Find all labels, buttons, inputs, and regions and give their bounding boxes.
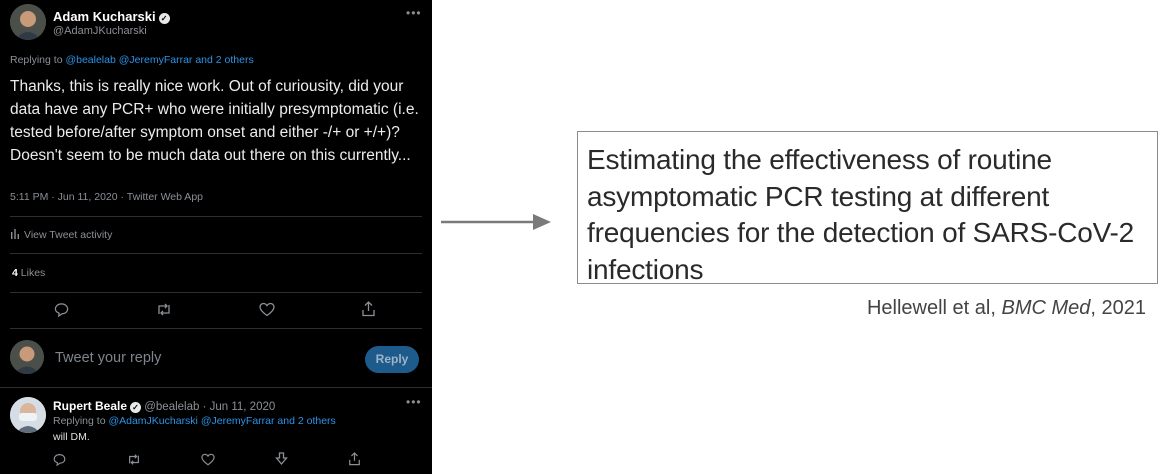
likes-count[interactable]: 4 Likes	[12, 267, 46, 279]
reply-input[interactable]: Tweet your reply	[55, 350, 162, 366]
share-icon[interactable]	[348, 452, 361, 466]
reply-text: will DM.	[53, 431, 90, 443]
reply-author[interactable]: Rupert Beale ✓ @bealelab · Jun 11, 2020	[53, 399, 276, 413]
heart-icon[interactable]	[259, 302, 275, 317]
author-name[interactable]: Adam Kucharski ✓	[53, 9, 170, 24]
author-avatar[interactable]	[10, 4, 46, 40]
share-icon[interactable]	[361, 301, 376, 317]
others-link[interactable]: and 2 others	[195, 54, 254, 66]
bar-chart-icon	[10, 229, 20, 239]
retweet-icon[interactable]	[127, 453, 141, 466]
reply-author-avatar[interactable]	[10, 397, 46, 433]
view-activity-link[interactable]: View Tweet activity	[10, 229, 112, 241]
divider	[10, 292, 422, 293]
comment-icon[interactable]	[53, 453, 66, 466]
author-handle[interactable]: @AdamJKucharski	[53, 25, 147, 37]
tweet-meta[interactable]: 5:11 PM · Jun 11, 2020 · Twitter Web App	[10, 191, 203, 203]
retweet-icon[interactable]	[156, 302, 172, 317]
download-icon[interactable]	[275, 452, 288, 466]
mention-link[interactable]: @bealelab	[65, 54, 116, 66]
tweet-text: Thanks, this is really nice work. Out of curiousity, did your data have any PCR+ who were initially presymptomatic (i.e. tested before/after symptom onset and either -/+ or +/+)? Doesn't seem to be much data out there on this currently...	[10, 78, 419, 164]
verified-badge-icon: ✓	[130, 402, 141, 413]
divider	[10, 216, 422, 217]
comment-icon[interactable]	[54, 302, 69, 317]
replying-to: Replying to @bealelab @JeremyFarrar and 2 others	[10, 54, 254, 66]
more-horizontal-icon[interactable]: •••	[406, 6, 422, 20]
divider	[0, 387, 432, 388]
mention-link[interactable]: @JeremyFarrar	[200, 415, 275, 427]
others-link[interactable]: and 2 others	[277, 415, 336, 427]
mention-link[interactable]: @AdamJKucharski	[108, 415, 198, 427]
paper-title: Estimating the effectiveness of routine asymptomatic PCR testing at different frequencies for the detection of SARS-CoV-2 infections	[587, 144, 1135, 285]
mention-link[interactable]: @JeremyFarrar	[118, 54, 193, 66]
more-horizontal-icon[interactable]: •••	[406, 395, 422, 409]
heart-icon[interactable]	[201, 453, 215, 466]
arrow-right-icon	[441, 212, 553, 232]
divider	[10, 253, 422, 254]
divider	[10, 328, 422, 329]
user-avatar	[10, 340, 44, 374]
reply-button[interactable]: Reply	[365, 346, 419, 373]
verified-badge-icon: ✓	[159, 13, 170, 24]
tweet-panel	[0, 0, 432, 474]
replying-to: Replying to @AdamJKucharski @JeremyFarrar and 2 others	[53, 415, 336, 427]
citation: Hellewell et al, BMC Med, 2021	[866, 297, 1146, 319]
paper-title-box	[577, 131, 1158, 284]
